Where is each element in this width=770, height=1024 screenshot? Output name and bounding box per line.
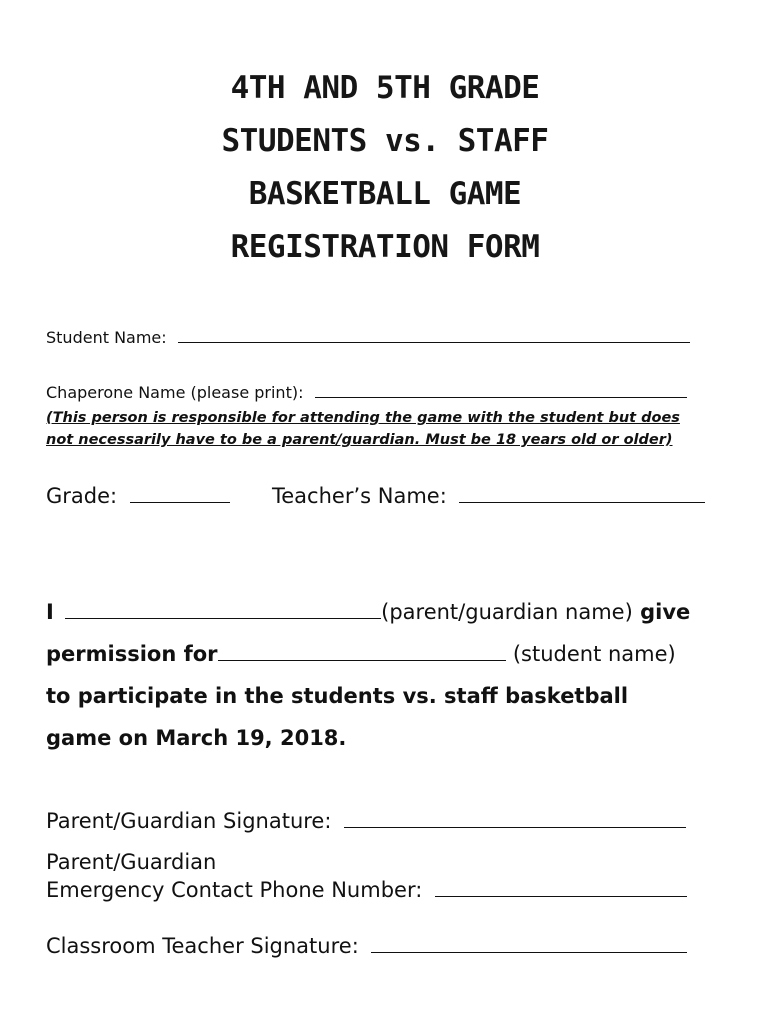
chaperone-name-blank[interactable] [315,396,687,398]
permission-line-3: to participate in the students vs. staff basketball [46,684,629,708]
teacher-name-blank[interactable] [459,501,705,503]
title-line-4: REGISTRATION FORM [230,229,540,265]
grade-row [46,484,230,508]
parent-signature-blank[interactable] [344,826,686,828]
teacher-signature-row [46,934,687,958]
chaperone-name-row [46,383,687,402]
emergency-contact-blank[interactable] [435,895,687,897]
grade-label: Grade: [46,484,118,508]
student-name-hint: (student name) [512,642,676,666]
grade-blank[interactable] [130,501,230,503]
permission-line-2 [46,642,676,666]
parent-guardian-hint: (parent/guardian name) [381,600,633,624]
student-name-row [46,328,690,347]
parent-signature-row [46,809,686,833]
form-title [0,62,770,274]
teacher-signature-label: Classroom Teacher Signature: [46,934,359,958]
chaperone-name-label: Chaperone Name (please print): [46,383,304,402]
chaperone-note-line-1: (This person is responsible for attending the game with the student but does [46,410,680,426]
chaperone-note-line-2: not necessarily have to be a parent/guardian. Must be 18 years old or older) [46,432,673,448]
permission-give: give [640,600,691,624]
student-name-label: Student Name: [46,328,167,347]
permission-for: permission for [46,642,218,666]
title-line-3: BASKETBALL GAME [248,176,522,212]
permission-line-1 [46,600,690,624]
student-name-permission-blank[interactable] [218,659,506,661]
parent-guardian-name-blank[interactable] [65,617,381,619]
parent-signature-label: Parent/Guardian Signature: [46,809,332,833]
emergency-contact-label: Emergency Contact Phone Number: [46,878,423,902]
permission-line-4: game on March 19, 2018. [46,726,347,750]
title-line-1: 4TH AND 5TH GRADE [230,70,540,106]
teacher-row [272,484,705,508]
title-line-2: STUDENTS vs. STAFF [221,123,549,159]
teacher-signature-blank[interactable] [371,951,687,953]
student-name-blank[interactable] [178,341,690,343]
emergency-label-line-1: Parent/Guardian [46,850,217,874]
permission-i: I [46,600,54,624]
teacher-name-label: Teacher’s Name: [272,484,447,508]
emergency-contact-row [46,878,687,902]
